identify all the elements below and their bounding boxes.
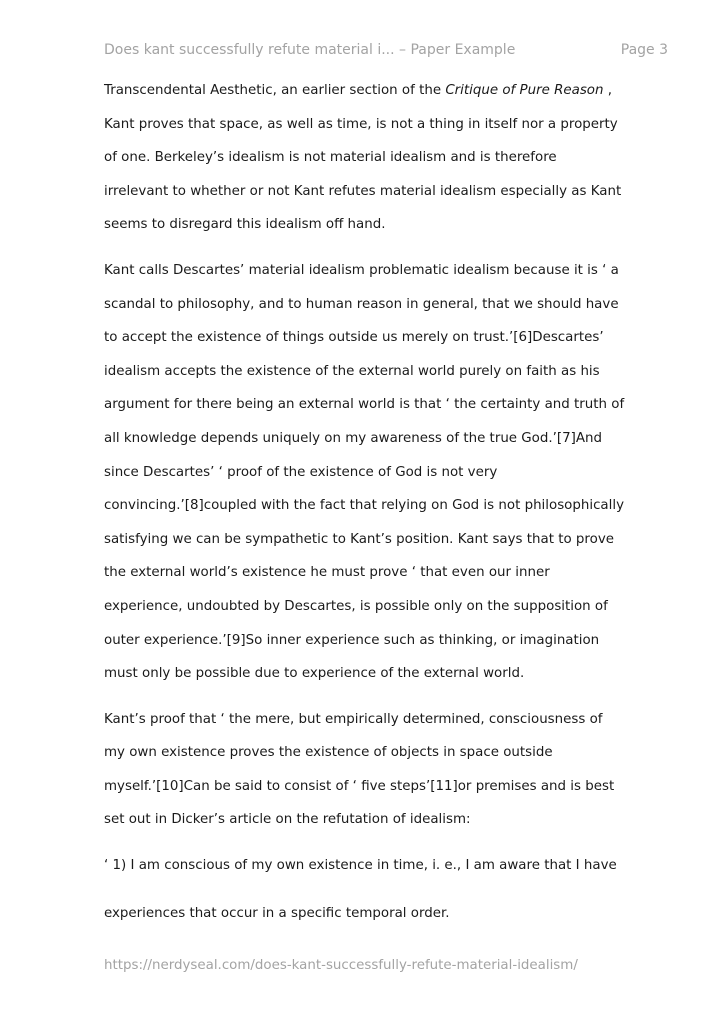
text-line: convincing.’[8]coupled with the fact that relying on God is not philosophically bbox=[104, 498, 625, 514]
paragraph-gap bbox=[104, 691, 676, 703]
text-line: scandal to philosophy, and to human reason in general, that we should have bbox=[104, 296, 619, 312]
document-body bbox=[104, 74, 676, 930]
text-line: since Descartes’ ‘ proof of the existence of God is not very bbox=[104, 464, 498, 480]
text-line: satisfying we can be sympathetic to Kant’s position. Kant says that to prove bbox=[104, 531, 614, 547]
text-line: outer experience.’[9]So inner experience such as thinking, or imagination bbox=[104, 632, 600, 648]
text-line: argument for there being an external world is that ‘ the certainty and truth of bbox=[104, 397, 625, 413]
text-line: all knowledge depends uniquely on my awareness of the true God.’[7]And bbox=[104, 430, 602, 446]
paragraph-gap bbox=[104, 242, 676, 254]
text-line: experiences that occur in a specific temporal order. bbox=[104, 905, 450, 921]
text-line: the external world’s existence he must prove ‘ that even our inner bbox=[104, 565, 550, 581]
text-line: seems to disregard this idealism off hand. bbox=[104, 217, 386, 233]
document-title: Does kant successfully refute material i... – Paper Example bbox=[104, 42, 516, 58]
text-line: idealism accepts the existence of the external world purely on faith as his bbox=[104, 363, 600, 379]
page-header bbox=[104, 40, 668, 64]
page-number: Page 3 bbox=[620, 42, 668, 58]
text-line: Kant proves that space, as well as time, is not a thing in itself nor a property bbox=[104, 116, 618, 132]
text-line: ‘ 1) I am conscious of my own existence in time, i. e., I am aware that I have bbox=[104, 858, 617, 874]
text-line: of one. Berkeley’s idealism is not material idealism and is therefore bbox=[104, 150, 557, 166]
text-line: Kant calls Descartes’ material idealism problematic idealism because it is ‘ a bbox=[104, 262, 619, 278]
text-line: to accept the existence of things outside us merely on trust.’[6]Descartes’ bbox=[104, 330, 604, 346]
book-title: Critique of Pure Reason bbox=[445, 83, 608, 98]
text-line: my own existence proves the existence of objects in space outside bbox=[104, 745, 553, 761]
paragraph-1-line-1: Transcendental Aesthetic, an earlier section of the Critique of Pure Reason , bbox=[104, 83, 612, 98]
text-line: must only be possible due to experience of the external world. bbox=[104, 666, 525, 682]
text-line: Kant’s proof that ‘ the mere, but empirically determined, consciousness of bbox=[104, 711, 603, 727]
text-line: myself.’[10]Can be said to consist of ‘ five steps’[11]or premises and is best bbox=[104, 778, 615, 794]
source-url: https://nerdyseal.com/does-kant-successfully-refute-material-idealism/ bbox=[104, 958, 578, 973]
text-line: irrelevant to whether or not Kant refutes material idealism especially as Kant bbox=[104, 183, 622, 199]
paragraph-gap bbox=[104, 837, 676, 849]
text-line: experience, undoubted by Descartes, is possible only on the supposition of bbox=[104, 598, 608, 614]
text-line: set out in Dicker’s article on the refutation of idealism: bbox=[104, 812, 471, 828]
paragraph-gap bbox=[104, 883, 676, 897]
